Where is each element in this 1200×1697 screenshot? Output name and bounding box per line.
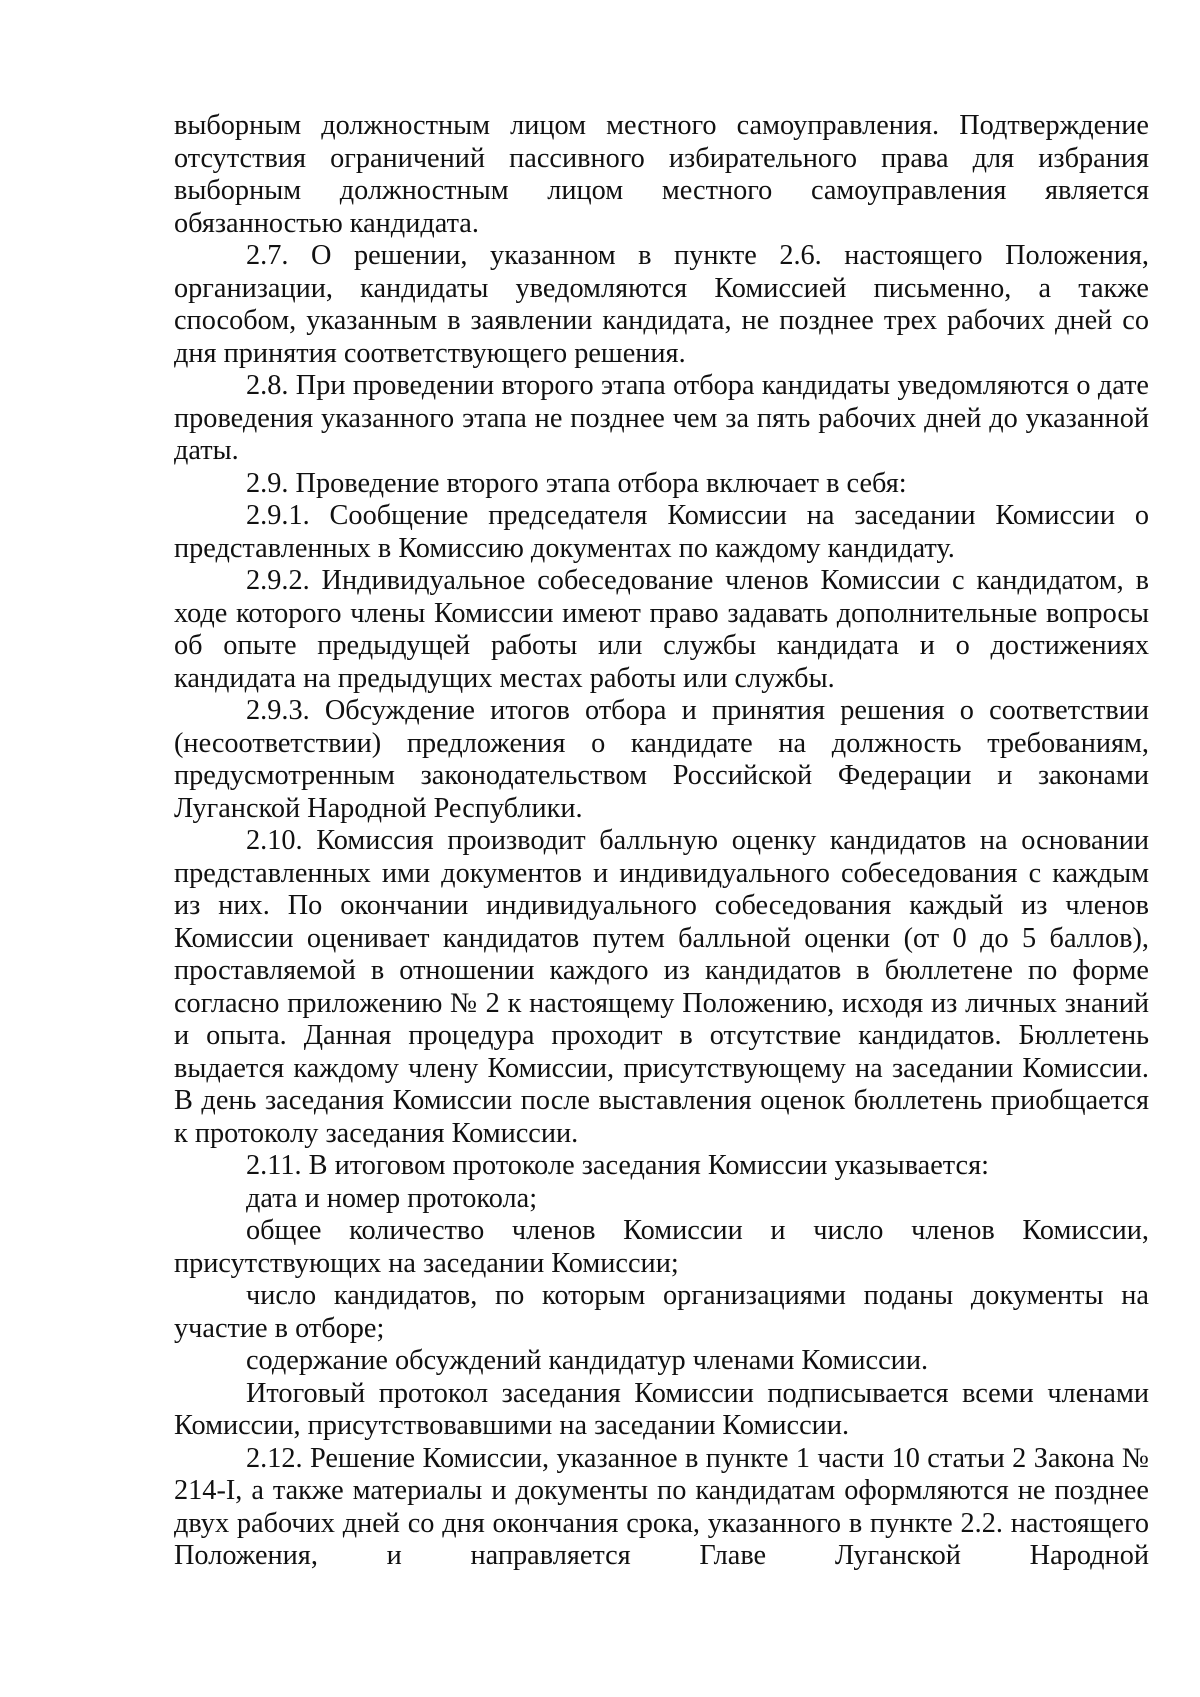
paragraph-2-10: 2.10. Комиссия производит балльную оценку кандидатов на основании представленных ими документов и индивидуального собеседования с каждым из них. По окончании индивидуального собеседования каждый из членов Комиссии оценивает кандидатов путем балльной оценки (от 0 до 5 баллов), проставляемой в отношении каждого из кандидатов в бюллетене по форме согласно приложению № 2 к настоящему Положению, исходя из личных знаний и опыта. Данная процедура проходит в отсутствие кандидатов. Бюллетень выдается каждому члену Комиссии, присутствующему на заседании Комиссии. В день заседания Комиссии после выставления оценок бюллетень приобщается к протоколу заседания Комиссии.: [174, 825, 1149, 1149]
paragraph-2-8: 2.8. При проведении второго этапа отбора кандидаты уведомляются о дате проведения указанного этапа не позднее чем за пять рабочих дней до указанной даты.: [174, 370, 1149, 466]
document-page: [174, 110, 1149, 1573]
list-item-members-count: общее количество членов Комиссии и число членов Комиссии, присутствующих на заседании Комиссии;: [174, 1215, 1149, 1279]
paragraph-2-7: 2.7. О решении, указанном в пункте 2.6. настоящего Положения, организации, кандидаты уведомляются Комиссией письменно, а также способом, указанным в заявлении кандидата, не позднее трех рабочих дней со дня принятия соответствующего решения.: [174, 240, 1149, 369]
list-item-discussion: содержание обсуждений кандидатур членами Комиссии.: [246, 1345, 929, 1376]
paragraph-continuation: выборным должностным лицом местного самоуправления. Подтверждение отсутствия ограничений пассивного избирательного права для избрания выборным должностным лицом местного самоуправления является обязанностью кандидата.: [174, 110, 1149, 239]
list-item-protocol-date: дата и номер протокола;: [246, 1182, 538, 1214]
paragraph-2-9-2: 2.9.2. Индивидуальное собеседование членов Комиссии с кандидатом, в ходе которого члены Комиссии имеют право задавать дополнительные вопросы об опыте предыдущей работы или службы кандидата и о достижениях кандидата на предыдущих местах работы или службы.: [174, 565, 1149, 694]
paragraph-2-11: 2.11. В итоговом протоколе заседания Комиссии указывается:: [246, 1150, 989, 1181]
paragraph-2-9-3: 2.9.3. Обсуждение итогов отбора и принятия решения о соответствии (несоответствии) предложения о кандидате на должность требованиям, предусмотренным законодательством Российской Федерации и законами Луганской Народной Республики.: [174, 695, 1149, 824]
paragraph-2-9-1: 2.9.1. Сообщение председателя Комиссии на заседании Комиссии о представленных в Комиссию документах по каждому кандидату.: [174, 500, 1149, 564]
paragraph-2-9: 2.9. Проведение второго этапа отбора включает в себя:: [246, 467, 907, 499]
paragraph-protocol-signing: Итоговый протокол заседания Комиссии подписывается всеми членами Комиссии, присутствовавшими на заседании Комиссии.: [174, 1377, 1149, 1441]
list-item-candidates-count: число кандидатов, по которым организациями поданы документы на участие в отборе;: [174, 1280, 1149, 1344]
paragraph-2-12: 2.12. Решение Комиссии, указанное в пункте 1 части 10 статьи 2 Закона № 214-I, а также материалы и документы по кандидатам оформляются не позднее двух рабочих дней со дня окончания срока, указанного в пункте 2.2. настоящего Положения, и направляется Главе Луганской Народной: [174, 1442, 1149, 1571]
